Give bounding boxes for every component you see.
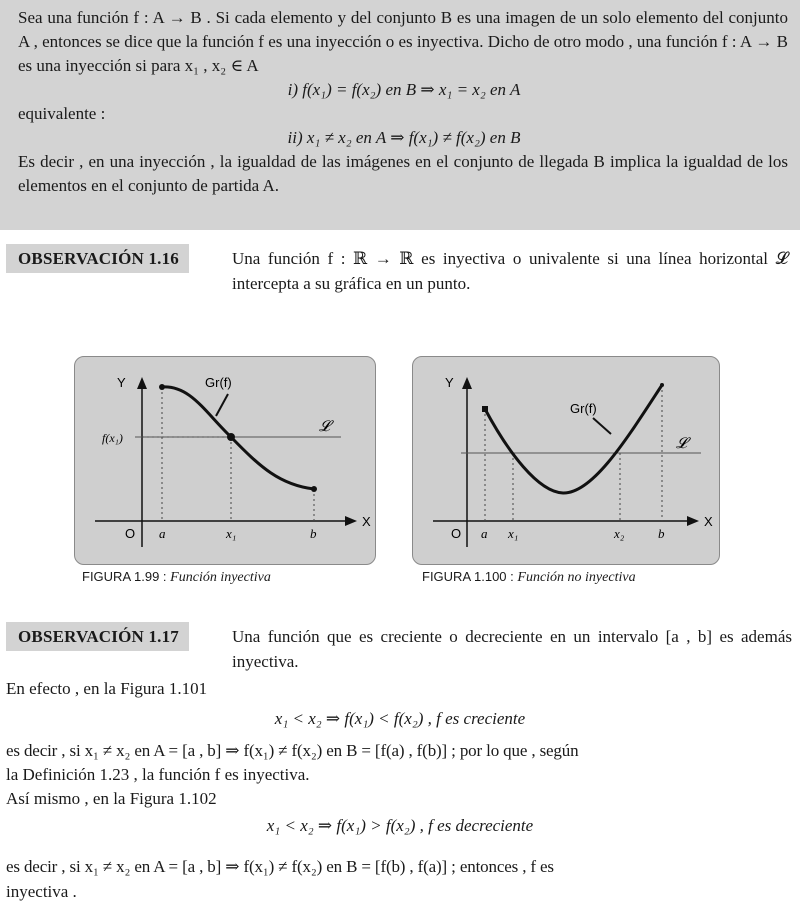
y-axis-arrow — [462, 377, 472, 389]
definition-paragraph-1: Sea una función f : A → B . Si cada elemento y del conjunto B es una imagen de un solo elemento del conjunto A , entonces se dice que la función f es una inyección o es inyectiva. Dicho de otro modo , una función f : A → B es una inyección si para x₁ , x₂ ∈ A — [18, 8, 788, 75]
tick-x2: x₂ — [614, 526, 625, 541]
graph-label: Gr(f) — [205, 375, 232, 390]
body-line-5: es decir , si x₁ ≠ x₂ en A = [a , b] ⇒ f(x₁) ≠ f(x₂) en B = [f(b) , f(a)] ; entonces , f es — [6, 857, 554, 876]
curve-start-point — [482, 406, 488, 412]
caption-text: Función no inyectiva — [517, 570, 636, 585]
body-line-4: Así mismo , en la Figura 1.102 — [6, 789, 217, 808]
x-axis-arrow — [345, 516, 357, 526]
body-line-1: En efecto , en la Figura 1.101 — [6, 679, 208, 698]
observation-label: OBSERVACIÓN 1.16 — [6, 244, 189, 273]
tick-b: b — [658, 526, 665, 541]
curve-start-point — [159, 384, 165, 390]
y-axis-label: Y — [117, 375, 126, 390]
x-axis-label: X — [704, 514, 713, 529]
definition-box — [0, 0, 800, 230]
y-axis-label: Y — [445, 375, 454, 390]
body-line-2: es decir , si x₁ ≠ x₂ en A = [a , b] ⇒ f(x₁) ≠ f(x₂) en B = [f(a) , f(b)] ; por lo que , según — [6, 741, 579, 760]
figure-1-99-caption — [82, 569, 271, 586]
x-axis-arrow — [687, 516, 699, 526]
definition-equation-ii: ii) x₁ ≠ x₂ en A ⇒ f(x₁) ≠ f(x₂) en B — [287, 128, 521, 147]
x-axis-label: X — [362, 514, 371, 529]
tick-a: a — [481, 526, 488, 541]
figure-1-100 — [412, 356, 720, 565]
curve-end-point — [660, 383, 664, 387]
figure-1-99 — [74, 356, 376, 565]
origin-label: O — [451, 526, 462, 541]
caption-number: FIGURA 1.100 : — [422, 569, 514, 584]
graph-label: Gr(f) — [570, 401, 597, 416]
intersection-point — [227, 433, 235, 441]
function-curve — [162, 387, 314, 489]
curve-end-point — [311, 486, 317, 492]
observation-text: Una función f : ℝ → ℝ es inyectiva o univalente si una línea horizontal 𝓛 intercepta a su gráfica en un punto. — [232, 249, 788, 293]
tick-b: b — [310, 526, 317, 541]
origin-label: O — [125, 526, 136, 541]
observation-1-17 — [0, 622, 800, 674]
body-equation-1: x₁ < x₂ ⇒ f(x₁) < f(x₂) , f es creciente — [274, 709, 526, 728]
definition-paragraph-2: Es decir , en una inyección , la igualdad de las imágenes en el conjunto de llegada B implica la igualdad de los elementos en el conjunto de partida A. — [18, 152, 788, 195]
body-equation-2: x₁ < x₂ ⇒ f(x₁) > f(x₂) , f es decreciente — [266, 816, 534, 835]
figure-1-100-caption — [422, 569, 636, 586]
tick-x1: x₁ — [508, 526, 519, 541]
definition-equivalent: equivalente : — [18, 104, 106, 123]
figure-1-100-plot — [413, 357, 719, 564]
y-axis-arrow — [137, 377, 147, 389]
pointer-arrow — [216, 394, 228, 416]
observation-text: Una función que es creciente o decreciente en un intervalo [a , b] es además inyectiva. — [232, 627, 792, 671]
tick-x1: x₁ — [226, 526, 237, 541]
fx1-label: f(x₁) — [102, 431, 123, 445]
definition-equation-i: i) f(x₁) = f(x₂) en B ⇒ x₁ = x₂ en A — [287, 80, 521, 99]
body-line-6: inyectiva . — [6, 882, 77, 901]
body-line-3: la Definición 1.23 , la función f es inyectiva. — [6, 765, 310, 784]
tick-a: a — [159, 526, 166, 541]
caption-text: Función inyectiva — [170, 570, 271, 585]
caption-number: FIGURA 1.99 : — [82, 569, 167, 584]
observation-1-16 — [0, 244, 800, 304]
figure-1-99-plot — [75, 357, 375, 564]
pointer-arrow — [593, 418, 611, 434]
observation-label: OBSERVACIÓN 1.17 — [6, 622, 189, 651]
line-label: 𝓛 — [319, 419, 330, 435]
line-label: 𝓛 — [676, 436, 687, 452]
